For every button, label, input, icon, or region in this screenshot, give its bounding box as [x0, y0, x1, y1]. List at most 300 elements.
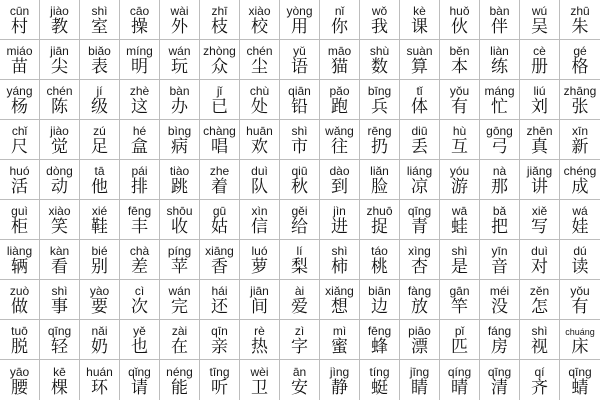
character-cell — [0, 320, 40, 360]
hanzi-character: 我 — [371, 17, 388, 37]
hanzi-character: 已 — [211, 97, 228, 117]
hanzi-character: 蜜 — [331, 337, 348, 357]
hanzi-character: 欢 — [251, 137, 268, 157]
pinyin-label: chéng — [563, 164, 597, 178]
hanzi-character: 柜 — [11, 217, 28, 237]
character-cell — [40, 160, 80, 200]
character-cell — [480, 0, 520, 40]
pinyin-label: lí — [296, 244, 303, 258]
pinyin-label: běn — [449, 44, 470, 58]
pinyin-label: hái — [211, 284, 228, 298]
character-cell — [520, 40, 560, 80]
pinyin-label: xiě — [531, 204, 548, 218]
character-cell — [360, 320, 400, 360]
pinyin-label: huán — [86, 364, 113, 379]
hanzi-character: 那 — [491, 177, 508, 197]
pinyin-label: fēng — [127, 204, 152, 218]
pinyin-label: xīn — [571, 124, 588, 138]
pinyin-label: tuō — [11, 324, 28, 338]
character-cell — [80, 120, 120, 160]
character-cell — [360, 120, 400, 160]
character-cell — [200, 40, 240, 80]
pinyin-label: chù — [249, 84, 270, 98]
pinyin-label: huǒ — [449, 4, 470, 18]
hanzi-character: 奶 — [91, 337, 108, 357]
pinyin-label: zhū — [570, 4, 590, 18]
character-cell — [520, 80, 560, 120]
hanzi-character: 边 — [371, 297, 388, 317]
pinyin-label: zhuō — [366, 204, 393, 218]
pinyin-label: zhēn — [526, 124, 553, 138]
character-cell — [240, 80, 280, 120]
character-cell — [320, 200, 360, 240]
character-cell — [480, 120, 520, 160]
character-cell — [280, 80, 320, 120]
hanzi-character: 张 — [571, 97, 589, 117]
hanzi-character: 完 — [171, 297, 188, 317]
pinyin-label: rēng — [367, 124, 392, 138]
pinyin-label: kè — [413, 4, 426, 18]
hanzi-character: 算 — [411, 57, 428, 77]
character-cell — [360, 40, 400, 80]
pinyin-label: yǒu — [570, 284, 590, 298]
character-cell — [320, 120, 360, 160]
hanzi-character: 外 — [171, 17, 188, 37]
character-cell — [360, 360, 400, 400]
hanzi-character: 齐 — [531, 377, 548, 398]
character-cell — [560, 280, 600, 320]
pinyin-label: zěn — [529, 284, 550, 298]
hanzi-character: 别 — [91, 257, 108, 277]
pinyin-label: gěi — [291, 204, 308, 218]
pinyin-label: cūn — [9, 4, 30, 18]
pinyin-label: qiū — [291, 164, 308, 178]
pinyin-label: nǎi — [91, 324, 108, 338]
hanzi-character: 晴 — [451, 377, 468, 398]
pinyin-label: cāo — [129, 4, 150, 18]
character-cell — [120, 160, 160, 200]
hanzi-character: 脸 — [371, 177, 388, 197]
character-cell — [240, 40, 280, 80]
hanzi-character: 语 — [291, 57, 308, 77]
hanzi-character: 蜂 — [371, 337, 388, 357]
pinyin-label: qǐng — [128, 364, 151, 379]
pinyin-label: hé — [132, 124, 147, 138]
hanzi-character: 病 — [171, 137, 188, 157]
hanzi-character: 市 — [291, 137, 308, 157]
pinyin-label: xiào — [248, 4, 271, 18]
character-cell — [400, 40, 440, 80]
character-cell — [120, 280, 160, 320]
hanzi-character: 进 — [331, 217, 348, 237]
character-cell — [200, 280, 240, 320]
pinyin-label: duì — [531, 244, 548, 258]
character-cell — [360, 280, 400, 320]
character-cell — [280, 360, 320, 400]
pinyin-label: guì — [11, 204, 28, 218]
character-cell — [280, 160, 320, 200]
hanzi-character: 真 — [531, 137, 548, 157]
hanzi-character: 清 — [491, 377, 508, 398]
character-cell — [320, 360, 360, 400]
pinyin-label: tǐ — [416, 84, 423, 98]
hanzi-character: 丢 — [411, 137, 428, 157]
character-cell — [40, 120, 80, 160]
pinyin-label: wán — [168, 284, 191, 298]
pinyin-label: gān — [449, 284, 470, 298]
pinyin-label: huó — [9, 164, 30, 178]
pinyin-label: xìn — [251, 204, 268, 218]
pinyin-label: pǐ — [454, 324, 465, 338]
pinyin-label: wài — [170, 4, 189, 18]
pinyin-label: suàn — [406, 44, 433, 58]
character-cell — [320, 80, 360, 120]
character-cell — [240, 240, 280, 280]
character-cell — [280, 40, 320, 80]
hanzi-character: 床 — [571, 337, 589, 357]
pinyin-label: yào — [89, 284, 110, 298]
pinyin-label: chà — [129, 244, 150, 258]
character-cell — [120, 320, 160, 360]
character-cell — [480, 160, 520, 200]
hanzi-character: 跑 — [331, 97, 348, 117]
hanzi-character: 猫 — [331, 57, 348, 77]
hanzi-character: 着 — [211, 177, 228, 197]
hanzi-character: 凉 — [411, 177, 428, 197]
hanzi-character: 视 — [531, 337, 548, 357]
character-cell — [520, 360, 560, 400]
pinyin-label: biǎo — [88, 44, 111, 58]
hanzi-character: 捉 — [371, 217, 388, 237]
character-cell — [400, 120, 440, 160]
hanzi-character: 讲 — [531, 177, 548, 197]
hanzi-character: 玩 — [171, 57, 188, 77]
character-cell — [560, 320, 600, 360]
pinyin-label: liǎn — [370, 164, 389, 178]
character-cell — [560, 200, 600, 240]
character-cell — [200, 80, 240, 120]
hanzi-character: 你 — [331, 17, 348, 37]
pinyin-label: chàng — [203, 124, 236, 138]
character-cell — [360, 0, 400, 40]
character-cell — [0, 0, 40, 40]
character-cell — [400, 280, 440, 320]
hanzi-character: 萝 — [251, 257, 268, 277]
character-cell — [160, 160, 200, 200]
character-cell — [320, 240, 360, 280]
hanzi-character: 苗 — [11, 57, 28, 77]
hanzi-character: 尺 — [11, 137, 28, 157]
character-cell — [240, 280, 280, 320]
hanzi-character: 成 — [571, 177, 589, 197]
hanzi-character: 爱 — [291, 297, 308, 317]
hanzi-character: 是 — [451, 257, 468, 277]
character-cell — [120, 40, 160, 80]
hanzi-character: 尖 — [51, 57, 68, 77]
pinyin-label: yòng — [286, 4, 313, 18]
character-cell — [480, 360, 520, 400]
pinyin-label: qīng — [47, 324, 72, 338]
character-cell — [0, 80, 40, 120]
hanzi-character: 表 — [91, 57, 108, 77]
hanzi-character: 没 — [491, 297, 508, 317]
character-cell — [560, 160, 600, 200]
hanzi-character: 睛 — [411, 377, 428, 398]
hanzi-character: 秋 — [291, 177, 308, 197]
hanzi-character: 安 — [291, 377, 308, 398]
pinyin-label: zài — [171, 324, 188, 338]
character-cell — [160, 120, 200, 160]
hanzi-character: 姑 — [211, 217, 228, 237]
hanzi-character: 活 — [11, 177, 28, 197]
hanzi-character: 棵 — [51, 377, 68, 398]
hanzi-character: 众 — [211, 57, 228, 77]
pinyin-label: jǐ — [216, 84, 223, 98]
hanzi-character: 娃 — [571, 217, 589, 237]
character-cell — [360, 240, 400, 280]
pinyin-label: jìn — [333, 204, 346, 218]
hanzi-character: 字 — [291, 337, 308, 357]
hanzi-character: 怎 — [531, 297, 548, 317]
pinyin-label: tíng — [369, 364, 390, 379]
hanzi-character: 校 — [251, 17, 268, 37]
character-cell — [120, 120, 160, 160]
character-cell — [40, 280, 80, 320]
pinyin-label: xiāng — [205, 244, 234, 258]
hanzi-character: 写 — [531, 217, 548, 237]
character-cell — [200, 240, 240, 280]
character-cell — [280, 120, 320, 160]
pinyin-label: dào — [329, 164, 350, 178]
hanzi-character: 课 — [411, 17, 428, 37]
character-cell — [320, 40, 360, 80]
hanzi-character: 信 — [251, 217, 268, 237]
pinyin-label: yáng — [6, 84, 33, 98]
hanzi-character: 把 — [491, 217, 508, 237]
character-cell — [160, 280, 200, 320]
hanzi-character: 放 — [411, 297, 428, 317]
pinyin-label: jiào — [50, 4, 69, 18]
hanzi-character: 扔 — [371, 137, 388, 157]
pinyin-label: liàn — [490, 44, 509, 58]
character-cell — [160, 240, 200, 280]
hanzi-character: 弓 — [491, 137, 508, 157]
hanzi-character: 亲 — [211, 337, 228, 357]
character-cell — [520, 120, 560, 160]
hanzi-character: 做 — [11, 297, 28, 317]
hanzi-character: 蜻 — [571, 377, 589, 398]
pinyin-label: duì — [251, 164, 268, 178]
hanzi-character: 用 — [291, 17, 308, 37]
character-cell — [80, 240, 120, 280]
hanzi-character: 脱 — [11, 337, 28, 357]
character-cell — [440, 280, 480, 320]
pinyin-label: tā — [94, 164, 105, 178]
hanzi-character: 跳 — [171, 177, 188, 197]
pinyin-label: jí — [96, 84, 103, 98]
pinyin-label: shì — [531, 324, 548, 338]
pinyin-label: píng — [167, 244, 192, 258]
hanzi-character: 卫 — [251, 377, 268, 398]
character-cell — [200, 200, 240, 240]
hanzi-character: 间 — [251, 297, 268, 317]
pinyin-label: wǎng — [325, 124, 354, 138]
hanzi-character: 觉 — [51, 137, 68, 157]
pinyin-label: māo — [327, 44, 352, 58]
pinyin-label: qīng — [407, 204, 432, 218]
hanzi-character: 想 — [331, 297, 348, 317]
character-cell — [560, 120, 600, 160]
character-cell — [440, 80, 480, 120]
hanzi-character: 收 — [171, 217, 188, 237]
character-cell — [200, 360, 240, 400]
character-cell — [240, 0, 280, 40]
character-cell — [40, 0, 80, 40]
hanzi-character: 他 — [91, 177, 108, 197]
character-cell — [40, 320, 80, 360]
character-cell — [440, 240, 480, 280]
pinyin-label: wán — [168, 44, 191, 58]
hanzi-character: 轻 — [51, 337, 68, 357]
hanzi-character: 事 — [51, 297, 68, 317]
pinyin-label: qíng — [447, 364, 472, 379]
character-cell — [480, 280, 520, 320]
character-cell — [80, 0, 120, 40]
hanzi-character: 处 — [251, 97, 268, 117]
character-cell — [440, 0, 480, 40]
hanzi-character: 读 — [571, 257, 589, 277]
hanzi-character: 游 — [451, 177, 468, 197]
character-cell — [480, 80, 520, 120]
pinyin-label: huān — [246, 124, 273, 138]
hanzi-character: 梨 — [291, 257, 308, 277]
hanzi-character: 足 — [91, 137, 108, 157]
character-cell — [160, 360, 200, 400]
hanzi-character: 杨 — [11, 97, 28, 117]
hanzi-character: 在 — [171, 337, 188, 357]
pinyin-label: hù — [452, 124, 467, 138]
hanzi-character: 房 — [491, 337, 508, 357]
character-cell — [400, 240, 440, 280]
character-cell — [440, 360, 480, 400]
pinyin-label: bàn — [169, 84, 190, 98]
hanzi-character: 室 — [91, 17, 108, 37]
hanzi-character: 腰 — [11, 377, 28, 398]
pinyin-label: zuò — [9, 284, 30, 298]
pinyin-label: yāo — [9, 364, 30, 379]
pinyin-label: chuáng — [565, 327, 595, 337]
pinyin-label: cè — [533, 44, 546, 58]
pinyin-label: dú — [573, 244, 587, 258]
character-cell — [560, 360, 600, 400]
character-cell — [280, 240, 320, 280]
pinyin-label: shù — [369, 44, 390, 58]
hanzi-character: 操 — [131, 17, 148, 37]
pinyin-label: shōu — [166, 204, 193, 218]
hanzi-character: 格 — [571, 57, 589, 77]
character-cell — [0, 280, 40, 320]
pinyin-label: xìng — [408, 244, 431, 258]
character-cell — [200, 0, 240, 40]
pinyin-label: jīng — [409, 364, 430, 379]
character-cell — [200, 320, 240, 360]
pinyin-label: zhe — [209, 164, 230, 178]
character-cell — [400, 160, 440, 200]
pinyin-label: néng — [166, 364, 193, 379]
pinyin-label: kē — [53, 364, 66, 379]
hanzi-character: 请 — [131, 377, 148, 398]
pinyin-label: jiào — [50, 124, 69, 138]
pinyin-label: liáng — [406, 164, 433, 178]
hanzi-character: 盒 — [131, 137, 148, 157]
pinyin-label: shì — [91, 4, 108, 18]
pinyin-label: máng — [484, 84, 515, 98]
pinyin-label: liàng — [6, 244, 33, 258]
hanzi-character: 明 — [131, 57, 148, 77]
pinyin-label: ān — [292, 364, 307, 379]
character-cell — [0, 240, 40, 280]
character-cell — [80, 320, 120, 360]
character-cell — [40, 80, 80, 120]
pinyin-label: qīng — [568, 364, 592, 379]
character-cell — [520, 280, 560, 320]
pinyin-label: pǎo — [329, 84, 350, 98]
hanzi-character: 漂 — [411, 337, 428, 357]
hanzi-character: 辆 — [11, 257, 28, 277]
hanzi-character: 往 — [331, 137, 348, 157]
hanzi-character: 朱 — [571, 17, 589, 37]
character-cell — [0, 160, 40, 200]
hanzi-character: 册 — [531, 57, 548, 77]
hanzi-character: 体 — [411, 97, 428, 117]
pinyin-label: diū — [411, 124, 428, 138]
hanzi-character: 苹 — [171, 257, 188, 277]
character-cell — [560, 80, 600, 120]
character-cell — [320, 320, 360, 360]
pinyin-label: zhāng — [563, 84, 597, 98]
hanzi-character: 鞋 — [91, 217, 108, 237]
character-cell — [480, 320, 520, 360]
pinyin-label: xiǎng — [325, 284, 354, 298]
hanzi-character: 尘 — [251, 57, 268, 77]
pinyin-label: gōng — [486, 124, 513, 138]
pinyin-label: míng — [126, 44, 153, 58]
hanzi-character: 队 — [251, 177, 268, 197]
pinyin-label: ài — [294, 284, 305, 298]
character-cell — [40, 360, 80, 400]
character-cell — [120, 360, 160, 400]
pinyin-label: qí — [534, 364, 545, 379]
character-cell — [320, 0, 360, 40]
character-cell — [360, 80, 400, 120]
hanzi-character: 音 — [491, 257, 508, 277]
pinyin-label: chǐ — [11, 124, 28, 138]
pinyin-label: kàn — [49, 244, 70, 258]
pinyin-label: qīn — [211, 324, 228, 338]
character-cell — [560, 240, 600, 280]
hanzi-character: 教 — [51, 17, 68, 37]
pinyin-label: shì — [331, 244, 348, 258]
character-cell — [200, 160, 240, 200]
hanzi-character: 办 — [171, 97, 188, 117]
character-cell — [440, 200, 480, 240]
character-cell — [480, 240, 520, 280]
character-cell — [360, 160, 400, 200]
pinyin-label: táo — [371, 244, 388, 258]
pinyin-label: fàng — [407, 284, 432, 298]
pinyin-label: jiān — [250, 284, 269, 298]
pinyin-label: zhòng — [203, 44, 236, 58]
